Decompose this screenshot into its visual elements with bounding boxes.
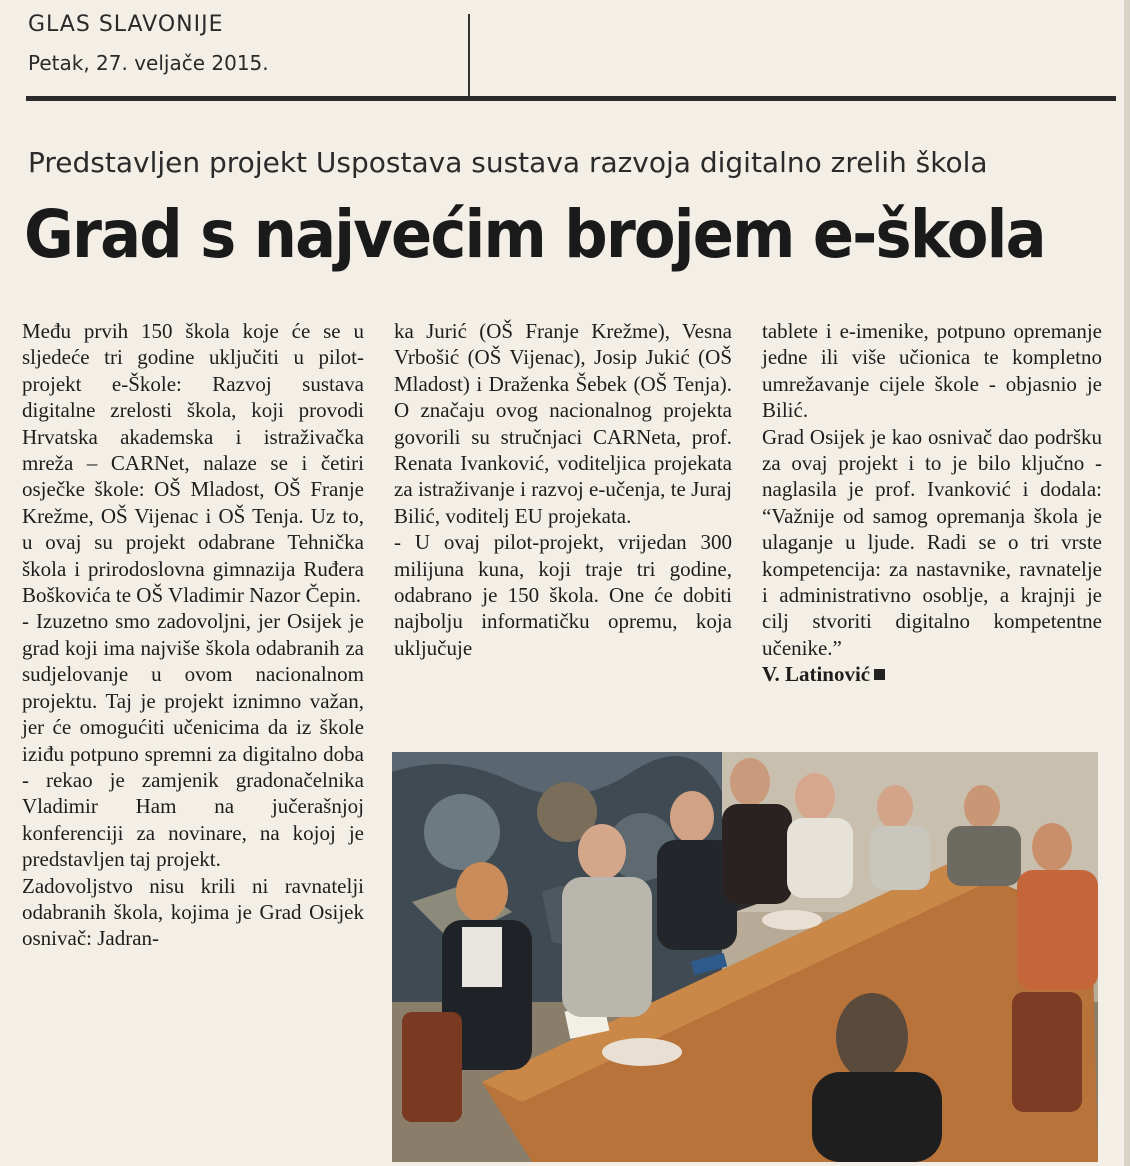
article-kicker: Predstavljen projekt Uspostava sustava razvoja digitalno zrelih škola (28, 146, 988, 179)
byline: V. Latinović (762, 662, 871, 687)
paragraph: Grad Osijek je kao osnivač dao podršku za ovaj projekt i to je bilo ključno - naglasila je prof. Ivanković i dodala: “Važnije od samog opremanja škola je ulaganje u ljude. Radi se o tri vrste kompetencija: za nastavnike, ravnatelje i administrativno osoblje, a krajnji je cilj stvoriti digitalno kompetentne učenike.” (762, 424, 1102, 660)
page-edge (1124, 0, 1130, 1166)
article-photo (392, 752, 1098, 1162)
masthead-divider (468, 14, 470, 96)
paragraph: - U ovaj pilot-projekt, vrijedan 300 milijuna kuna, koji traje tri godine, odabrano je 150 škola. One će dobiti najbolju informatičku opremu, koja uključuje (394, 530, 732, 660)
article-headline: Grad s najvećim brojem e-škola (24, 196, 1045, 273)
paragraph: Među prvih 150 škola koje će se u sljedeće tri godine uključiti u pilot-projekt e-Škole: Razvoj sustava digitalne zrelosti škola, koji provodi Hrvatska akademska i istraživačka mreža – CARNet, nalaze se i četiri osječke škole: OŠ Mladost, OŠ Franje Krežme, OŠ Vijenac i OŠ Tenja. Uz to, u ovaj su projekt odabrane Tehnička škola i prirodoslovna gimnazija Ruđera Boškovića te OŠ Vladimir Nazor Čepin. (22, 319, 364, 608)
article-column-1 (22, 318, 364, 952)
paragraph: - Izuzetno smo zadovoljni, jer Osijek je grad koji ima najviše škola odabranih za sudjelovanje u ovom nacionalnom projektu. Taj je projekt iznimno važan, jer će omogućiti učenicima da iz škole iziđu potpuno spremni za digitalno doba - rekao je zamjenik gradonačelnika Vladimir Ham na jučerašnjoj konferenciji za novinare, na kojoj je predstavljen taj projekt. (22, 609, 364, 872)
byline-line (762, 661, 1102, 687)
masthead-rule (26, 96, 1116, 101)
paragraph: tablete i e-imenike, potpuno opremanje jedne ili više učionica te kompletno umrežavanje cijele škole - objasnio je Bilić. (762, 319, 1102, 423)
end-mark (874, 669, 885, 680)
press-conference-photo (392, 752, 1098, 1162)
article-column-2 (394, 318, 732, 661)
publication-date: Petak, 27. veljače 2015. (28, 51, 269, 75)
paragraph: ka Jurić (OŠ Franje Krežme), Vesna Vrbošić (OŠ Vijenac), Josip Jukić (OŠ Mladost) i Draženka Šebek (OŠ Tenja). O značaju ovog nacionalnog projekta govorili su stručnjaci CARNeta, prof. Renata Ivanković, voditeljica projekata za istraživanje i razvoj e-učenja, te Juraj Bilić, voditelj EU projekata. (394, 319, 732, 528)
masthead (28, 8, 269, 75)
article-column-3 (762, 318, 1102, 688)
newspaper-name: GLAS SLAVONIJE (28, 12, 224, 37)
paragraph: Zadovoljstvo nisu krili ni ravnatelji odabranih škola, kojima je Grad Osijek osnivač: Jadran- (22, 873, 364, 951)
